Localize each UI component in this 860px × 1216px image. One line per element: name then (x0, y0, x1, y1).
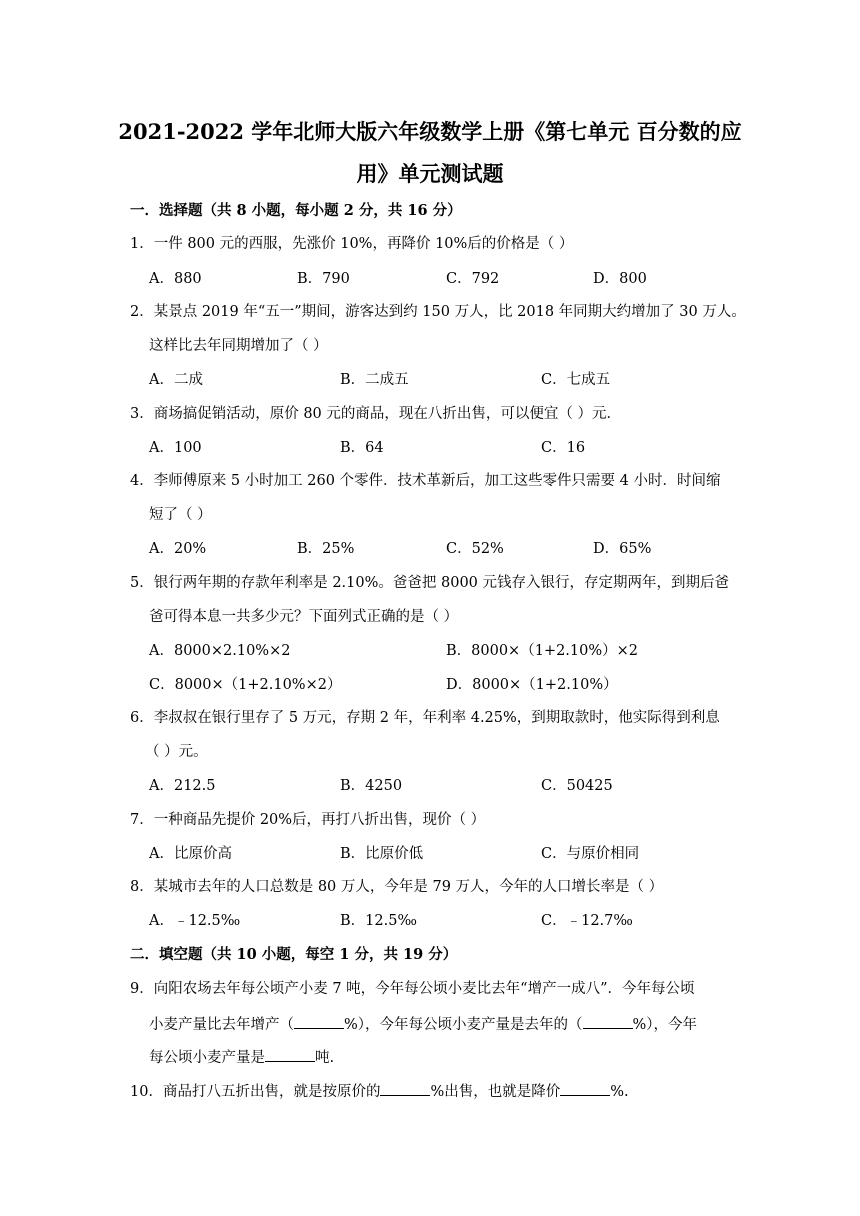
question-10-text-a: 10．商品打八五折出售，就是按原价的 (130, 1084, 381, 1100)
question-9-stem-line-2 (149, 1013, 697, 1035)
document-title-line-1: 2021-2022 学年北师大版六年级数学上册《第七单元 百分数的应 (118, 119, 742, 144)
question-4-option-d: D．65% (593, 541, 652, 557)
answer-blank[interactable] (294, 1013, 344, 1029)
question-10-text-b: %出售，也就是降价 (430, 1084, 561, 1100)
question-5-option-a: A．8000×2.10%×2 (149, 643, 291, 659)
question-1-option-b: B．790 (297, 271, 350, 287)
question-2-stem-line-1: 2．某景点 2019 年“五一”期间，游客达到约 150 万人，比 2018 年同期大约增加了 30 万人。 (130, 304, 746, 320)
question-2-option-a: A．二成 (149, 372, 203, 388)
question-9-stem-line-3 (149, 1046, 334, 1068)
question-6-option-a: A．212.5 (149, 778, 216, 794)
question-6-option-b: B．4250 (340, 778, 403, 794)
question-5-stem-line-2: 爸可得本息一共多少元？下面列式正确的是（ ） (149, 609, 459, 625)
answer-blank[interactable] (265, 1046, 315, 1062)
question-8-option-b: B．12.5‰ (340, 913, 417, 929)
question-2-stem-line-2: 这样比去年同期增加了（ ） (149, 338, 328, 354)
answer-blank[interactable] (380, 1080, 430, 1096)
question-3-option-c: C．16 (541, 440, 586, 456)
question-1-option-a: A．880 (149, 271, 202, 287)
question-4-option-b: B．25% (297, 541, 355, 557)
question-8-option-a: A．﹣12.5‰ (149, 913, 241, 929)
answer-blank[interactable] (560, 1080, 610, 1096)
question-10-stem (130, 1080, 629, 1102)
question-4-option-a: A．20% (149, 541, 207, 557)
question-9-text-a: 小麦产量比去年增产（ (149, 1017, 294, 1033)
question-5-stem-line-1: 5．银行两年期的存款年利率是 2.10%。爸爸把 8000 元钱存入银行，存定期两年，到期后爸 (130, 575, 730, 591)
question-4-stem-line-2: 短了（ ） (149, 507, 212, 523)
question-6-stem-line-1: 6．李叔叔在银行里存了 5 万元，存期 2 年，年利率 4.25%，到期取款时，他实际得到利息 (130, 710, 720, 726)
question-7-stem: 7．一种商品先提价 20%后，再打八折出售，现价（ ） (130, 812, 486, 828)
question-10-text-c: %. (610, 1084, 629, 1100)
question-7-option-a: A．比原价高 (149, 846, 232, 862)
question-1-option-d: D．800 (593, 271, 647, 287)
question-4-stem-line-1: 4．李师傅原来 5 小时加工 260 个零件．技术革新后，加工这些零件只需要 4 小时．时间缩 (130, 473, 721, 489)
question-3-option-a: A．100 (149, 440, 202, 456)
section-heading-choice: 一．选择题（共 8 小题，每小题 2 分，共 16 分） (130, 202, 462, 219)
question-4-option-c: C．52% (446, 541, 504, 557)
question-6-stem-line-2: （ ）元。 (145, 744, 208, 760)
question-8-stem: 8．某城市去年的人口总数是 80 万人，今年是 79 万人，今年的人口增长率是（ ） (130, 879, 664, 895)
question-9-text-e: 吨. (315, 1050, 335, 1066)
question-7-option-c: C．与原价相同 (541, 846, 640, 862)
question-2-option-b: B．二成五 (340, 372, 409, 388)
question-6-option-c: C．50425 (541, 778, 613, 794)
question-3-stem: 3．商场搞促销活动，原价 80 元的商品，现在八折出售，可以便宜（ ）元． (130, 406, 622, 422)
document-title-line-2: 用》单元测试题 (356, 161, 504, 186)
question-7-option-b: B．比原价低 (340, 846, 424, 862)
question-1-option-c: C．792 (446, 271, 500, 287)
question-9-text-d: 每公顷小麦产量是 (149, 1050, 265, 1066)
question-1-stem: 1．一件 800 元的西服，先涨价 10%，再降价 10%后的价格是（ ） (130, 236, 574, 252)
question-8-option-c: C．﹣12.7‰ (541, 913, 633, 929)
question-2-option-c: C．七成五 (541, 372, 611, 388)
question-9-text-b: %），今年每公顷小麦产量是去年的（ (344, 1017, 583, 1033)
question-9-text-c: %），今年 (632, 1017, 698, 1033)
question-3-option-b: B．64 (340, 440, 384, 456)
answer-blank[interactable] (583, 1013, 633, 1029)
question-5-option-c: C．8000×（1+2.10%×2） (149, 677, 342, 693)
section-heading-fill-in: 二．填空题（共 10 小题，每空 1 分，共 19 分） (130, 946, 458, 963)
question-5-option-b: B．8000×（1+2.10%）×2 (446, 643, 639, 659)
question-5-option-d: D．8000×（1+2.10%） (446, 677, 618, 693)
question-9-stem-line-1: 9．向阳农场去年每公顷产小麦 7 吨，今年每公顷小麦比去年“增产一成八”．今年每公顷 (130, 981, 695, 997)
